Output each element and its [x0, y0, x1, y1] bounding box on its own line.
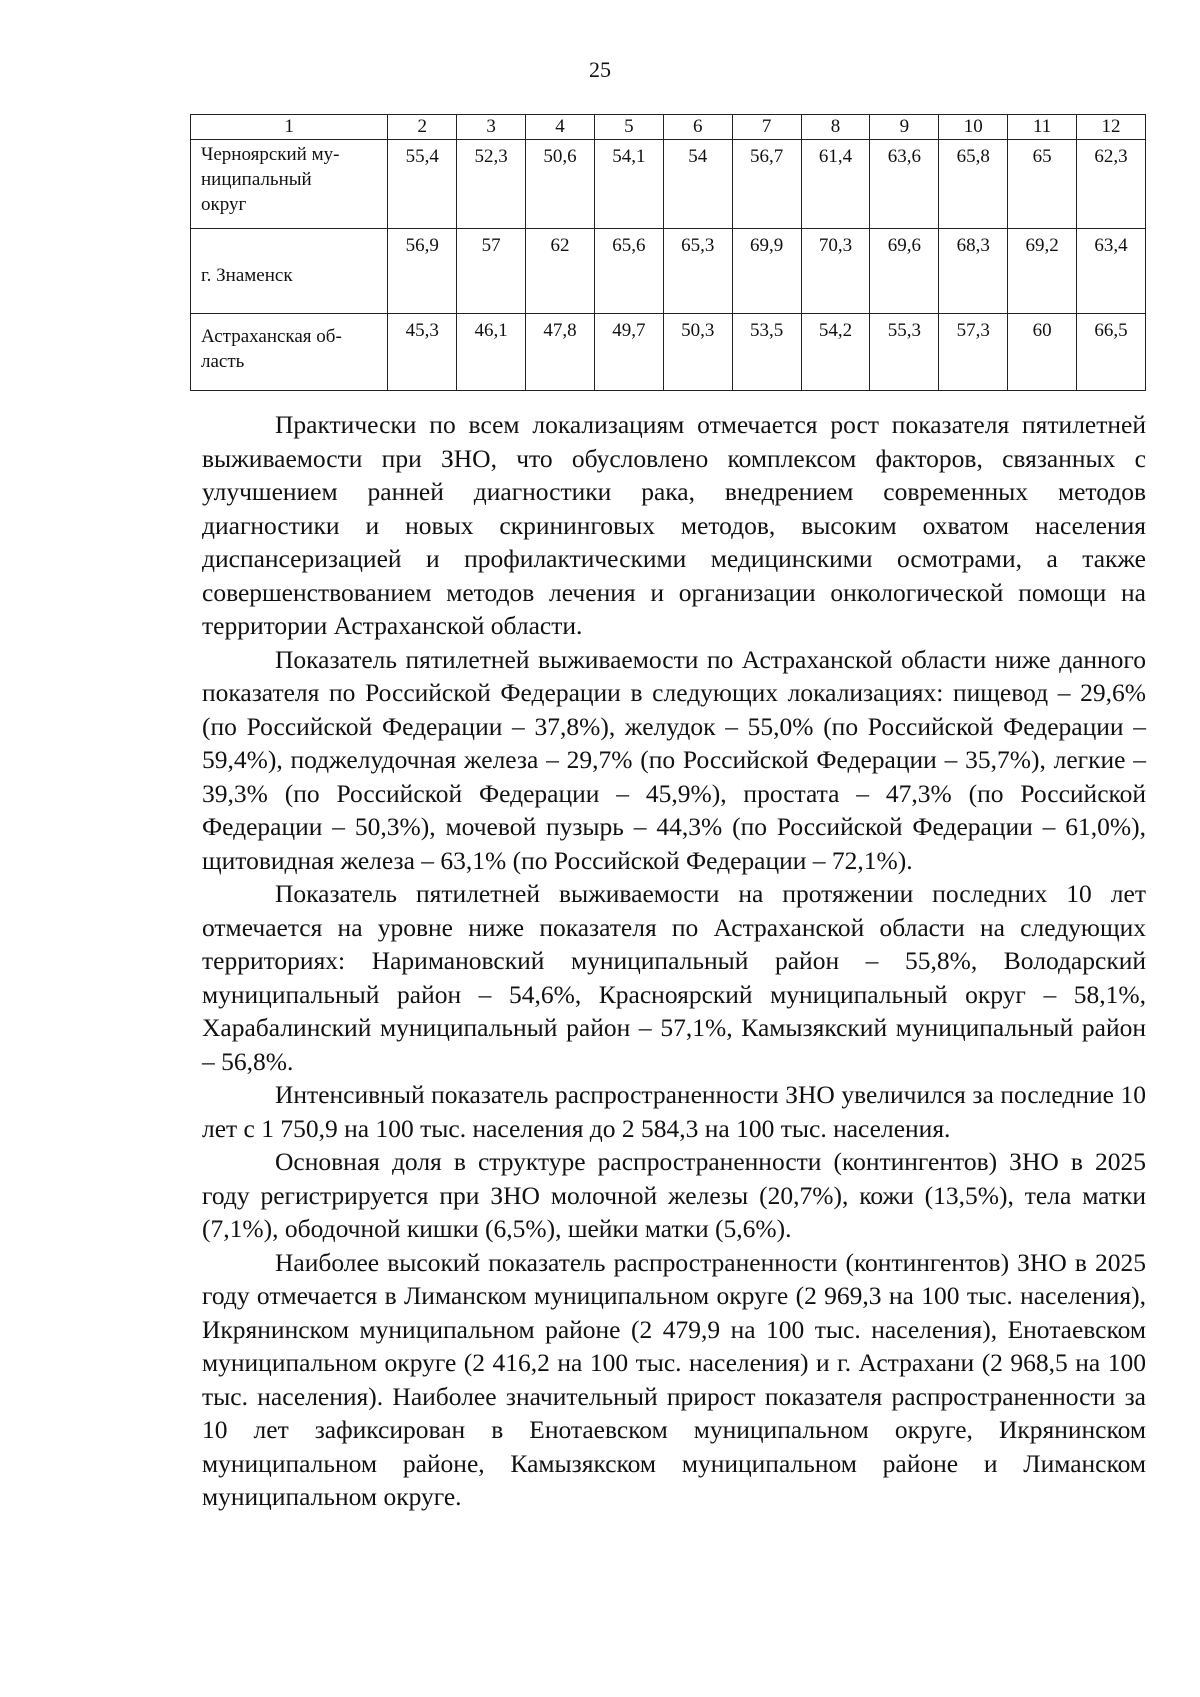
table-cell: 52,3 [457, 140, 526, 229]
table-header-cell: 3 [457, 115, 526, 140]
paragraph: Показатель пятилетней выживаемости по Астраханской области ниже данного показателя по Российской Федерации в следующих локализациях: пищевод – 29,6% (по Российской Федерации – 37,8%), желудок – 55,0% (по Российской Федерации – 59,4%), поджелудочная железа – 29,7% (по Российской Федерации – 35,7%), легкие – 39,3% (по Российской Федерации – 45,9%), простата – 47,3% (по Российской Федерации – 50,3%), мочевой пузырь – 44,3% (по Российской Федерации – 61,0%), щитовидная железа – 63,1% (по Российской Федерации – 72,1%). [202, 644, 1146, 875]
table-cell: 56,9 [388, 229, 457, 314]
paragraph: Практически по всем локализациям отмечается рост показателя пятилетней выживаемости при ЗНО, что обусловлено комплексом факторов, связанных с улучшением ранней диагностики рака, внедрением современных методов диагностики и новых скрининговых методов, высоким охватом населения диспансеризацией и профилактическими медицинскими осмотрами, а также совершенствованием методов лечения и организации онкологической помощи на территории Астраханской области. [202, 410, 1146, 640]
table-header-cell: 8 [801, 115, 870, 140]
table-row [191, 314, 1146, 391]
table-header-cell: 4 [526, 115, 595, 140]
table-header-cell: 5 [594, 115, 663, 140]
table-cell: 65 [1008, 140, 1077, 229]
survival-table [190, 114, 1146, 391]
table-row [191, 229, 1146, 314]
table-cell: 68,3 [939, 229, 1008, 314]
table-row-name: г. Знаменск [191, 229, 388, 314]
table-cell: 60 [1008, 314, 1077, 391]
table-cell: 46,1 [457, 314, 526, 391]
table-header-cell: 11 [1008, 115, 1077, 140]
table-header-cell: 6 [663, 115, 732, 140]
table-cell: 54,1 [594, 140, 663, 229]
table-cell: 54,2 [801, 314, 870, 391]
table-cell: 57,3 [939, 314, 1008, 391]
table-cell: 56,7 [732, 140, 801, 229]
table-header-row [191, 115, 1146, 140]
table-cell: 54 [663, 140, 732, 229]
paragraph: Основная доля в структуре распространенности (контингентов) ЗНО в 2025 году регистрируется при ЗНО молочной железы (20,7%), кожи (13,5%), тела матки (7,1%), ободочной кишки (6,5%), шейки матки (5,6%). [202, 1147, 1146, 1243]
table-cell: 63,6 [870, 140, 939, 229]
table-cell: 47,8 [526, 314, 595, 391]
table-cell: 65,6 [594, 229, 663, 314]
table-header-cell: 10 [939, 115, 1008, 140]
table-cell: 57 [457, 229, 526, 314]
table-cell: 66,5 [1077, 314, 1146, 391]
table-cell: 49,7 [594, 314, 663, 391]
table-row [191, 140, 1146, 229]
table-cell: 63,4 [1077, 229, 1146, 314]
table-header-cell: 1 [191, 115, 388, 140]
paragraph: Наиболее высокий показатель распространенности (контингентов) ЗНО в 2025 году отмечается в Лиманском муниципальном округе (2 969,3 на 100 тыс. населения), Икрянинском муниципальном районе (2 479,9 на 100 тыс. населения), Енотаевском муниципальном округе (2 416,2 на 100 тыс. населения) и г. Астрахани (2 968,5 на 100 тыс. населения). Наиболее значительный прирост показателя распространенности за 10 лет зафиксирован в Енотаевском муниципальном округе, Икрянинском муниципальном районе, Камызякском муниципальном районе и Лиманском муниципальном округе. [202, 1247, 1146, 1511]
table-row-name: Черноярский му- ниципальный округ [191, 140, 388, 229]
paragraph: Интенсивный показатель распространенности ЗНО увеличился за последние 10 лет с 1 750,9 на 100 тыс. населения до 2 584,3 на 100 тыс. населения. [202, 1080, 1146, 1143]
table-row-name: Астраханская об- ласть [191, 314, 388, 391]
table-cell: 55,4 [388, 140, 457, 229]
table-header-cell: 2 [388, 115, 457, 140]
table-cell: 65,3 [663, 229, 732, 314]
body-text [202, 408, 1146, 1514]
table-cell: 69,9 [732, 229, 801, 314]
table-cell: 65,8 [939, 140, 1008, 229]
table-cell: 69,6 [870, 229, 939, 314]
table-cell: 62 [526, 229, 595, 314]
table-header-cell: 7 [732, 115, 801, 140]
table-header-cell: 12 [1077, 115, 1146, 140]
table-cell: 62,3 [1077, 140, 1146, 229]
table-cell: 50,6 [526, 140, 595, 229]
page-number: 25 [589, 57, 611, 82]
table-cell: 70,3 [801, 229, 870, 314]
table-cell: 55,3 [870, 314, 939, 391]
table-cell: 61,4 [801, 140, 870, 229]
table-cell: 50,3 [663, 314, 732, 391]
table-cell: 69,2 [1008, 229, 1077, 314]
table-cell: 53,5 [732, 314, 801, 391]
table-header-cell: 9 [870, 115, 939, 140]
paragraph: Показатель пятилетней выживаемости на протяжении последних 10 лет отмечается на уровне ниже показателя по Астраханской области на следующих территориях: Наримановский муниципальный район – 55,8%, Володарский муниципальный район – 54,6%, Красноярский муниципальный округ – 58,1%, Харабалинский муниципальный район – 57,1%, Камызякский муниципальный район – 56,8%. [202, 879, 1146, 1076]
table-cell: 45,3 [388, 314, 457, 391]
